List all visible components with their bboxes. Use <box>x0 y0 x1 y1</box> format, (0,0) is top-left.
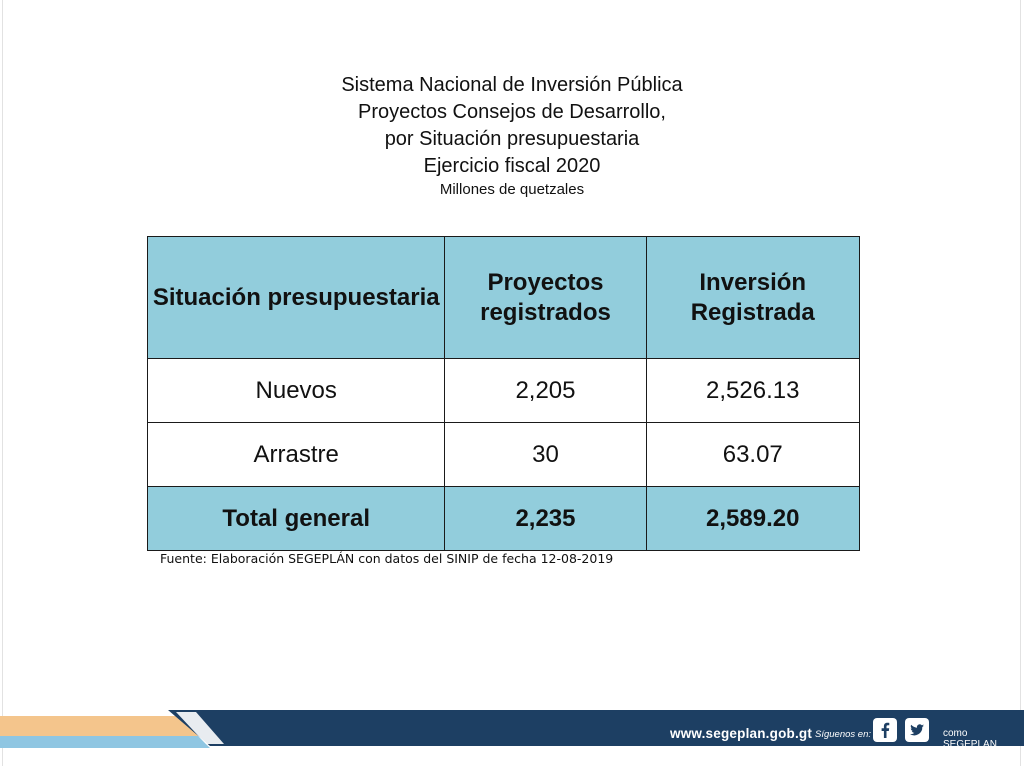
facebook-icon[interactable] <box>873 718 897 742</box>
table-total-row <box>148 487 860 551</box>
cell-situacion: Nuevos <box>148 359 445 423</box>
table-row <box>148 359 860 423</box>
title-line-1: Sistema Nacional de Inversión Pública <box>341 74 683 96</box>
social-handle: como SEGEPLAN <box>943 728 997 750</box>
cell-proyectos: 2,205 <box>445 359 646 423</box>
total-label: Total general <box>148 487 445 551</box>
table-header-row <box>148 237 860 359</box>
title-block <box>0 72 1024 200</box>
title-line-4: Ejercicio fiscal 2020 <box>423 155 601 177</box>
cell-inversion: 2,526.13 <box>646 359 860 423</box>
header-proyectos: Proyectos registrados <box>445 237 646 359</box>
cell-inversion: 63.07 <box>646 423 860 487</box>
header-inversion: Inversión Registrada <box>646 237 860 359</box>
investment-table <box>147 236 860 551</box>
source-note: Fuente: Elaboración SEGEPLÁN con datos del SINIP de fecha 12-08-2019 <box>160 551 614 566</box>
footer-banner <box>0 708 1024 758</box>
total-proyectos: 2,235 <box>445 487 646 551</box>
cell-proyectos: 30 <box>445 423 646 487</box>
twitter-icon[interactable] <box>905 718 929 742</box>
table-row <box>148 423 860 487</box>
follow-us-label: Síguenos en: <box>815 729 871 740</box>
title-line-3: por Situación presupuestaria <box>384 128 640 150</box>
total-inversion: 2,589.20 <box>646 487 860 551</box>
website-url[interactable]: www.segeplan.gob.gt <box>670 726 813 741</box>
header-situacion: Situación presupuestaria <box>148 237 445 359</box>
units-subtitle: Millones de quetzales <box>439 181 585 198</box>
title-line-2: Proyectos Consejos de Desarrollo, <box>358 101 666 123</box>
cell-situacion: Arrastre <box>148 423 445 487</box>
